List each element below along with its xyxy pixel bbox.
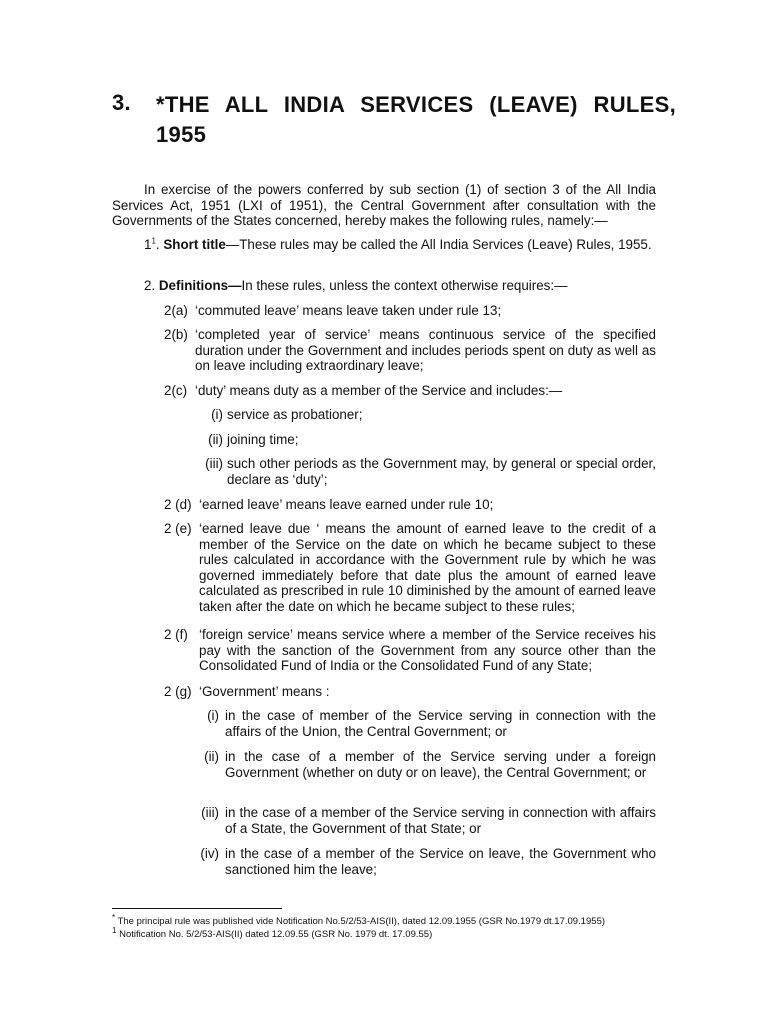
rule-2-heading: Definitions— [158,278,242,293]
definition-foreign-service: ‘foreign service’ means service where a member of the Service receives his pay with the sanction of the Government from any source other than the Consolidated Fund of India or the Consolidated Fund of any State; [199,627,656,674]
definition-duty: ‘duty’ means duty as a member of the Service and includes:— [195,383,563,398]
sub-item-text: in the case of a member of the Service serving under a foreign Government (whether on duty or on leave), the Central Government; or [225,749,656,780]
footnote-notification [112,925,433,940]
definition-earned-leave: ‘earned leave’ means leave earned under rule 10; [199,497,494,512]
sub-item-label: (ii) [204,749,219,764]
sub-item-label: (ii) [208,432,223,447]
footnote-separator [112,908,282,909]
sub-item-label: (i) [211,407,223,422]
definition-label: 2 (f) [164,627,188,642]
rule-1-heading: Short title [163,237,226,252]
definition-label: 2 (d) [164,497,192,512]
chapter-title: *THE ALL INDIA SERVICES (LEAVE) RULES, 1955 [156,92,676,147]
definition-label: 2(a) [164,303,188,318]
sub-item-label: (iv) [200,846,219,861]
definition-label: 2 (e) [164,521,192,536]
footnote-text: The principal rule was published vide Notification No.5/2/53-AIS(II), dated 12.09.1955 (GSR No.1979 dt.17.09.1955) [115,916,606,927]
footnote-mark: 1 [112,925,117,935]
rule-2-definitions [144,278,656,294]
sub-item-text: in the case of member of the Service serving in connection with the affairs of the Union, the Central Government; or [225,708,656,739]
sub-item-text: service as probationer; [227,407,363,422]
sub-item-text: such other periods as the Government may, by general or special order, declare as ‘duty’; [227,456,656,487]
definition-completed-year: ‘completed year of service’ means continuous service of the specified duration under the Government and includes periods spent on duty as well as on leave including extraordinary leave; [195,327,656,374]
chapter-number: 3. [112,90,131,115]
sub-item-text: joining time; [227,432,299,447]
sub-item-text: in the case of a member of the Service serving in connection with affairs of a State, the Government of that State; or [225,805,656,836]
footnote-text: Notification No. 5/2/53-AIS(II) dated 12.09.55 (GSR No. 1979 dt. 17.09.55) [116,929,433,940]
sub-item-label: (iii) [205,456,223,471]
footnote-mark: * [112,912,116,922]
sub-item-label: (i) [207,708,219,723]
rule-1-short-title: $1^1$. Short title—These rules may be called the All India Services (Leave) Rules, 1955. [144,236,652,252]
footnote-principal-rule [112,912,606,927]
rule-1-text: —These rules may be called the All India Services (Leave) Rules, 1955. [225,237,652,252]
definition-label: 2(c) [164,383,188,398]
definition-government: ‘Government’ means : [199,684,330,699]
definition-label: 2 (g) [164,684,192,699]
intro-paragraph: In exercise of the powers conferred by sub section (1) of section 3 of the All India Services Act, 1951 (LXI of 1951), the Central Government after consultation with the Governments of the States concerned, hereby makes the following rules, namely:— [112,182,656,229]
sub-item-text: in the case of a member of the Service on leave, the Government who sanctioned him the leave; [225,846,656,877]
definition-label: 2(b) [164,327,188,342]
definition-commuted-leave: ‘commuted leave’ means leave taken under rule 13; [195,303,502,318]
rule-2-number: 2. [144,278,159,293]
rule-2-text: In these rules, unless the context otherwise requires:— [241,278,568,293]
sub-item-label: (iii) [201,805,219,820]
footnote-ref-1: 1 [151,236,156,246]
rule-1-number: 1 [144,237,152,252]
definition-earned-leave-due: ‘earned leave due ‘ means the amount of earned leave to the credit of a member of the Service on the date on which he became subject to these rules calculated in accordance with the Government rule by which he was governed immediately before that date plus the amount of earned leave calculated as prescribed in rule 10 diminished by the amount of earned leave taken after the date on which he became subject to these rules; [199,521,656,614]
